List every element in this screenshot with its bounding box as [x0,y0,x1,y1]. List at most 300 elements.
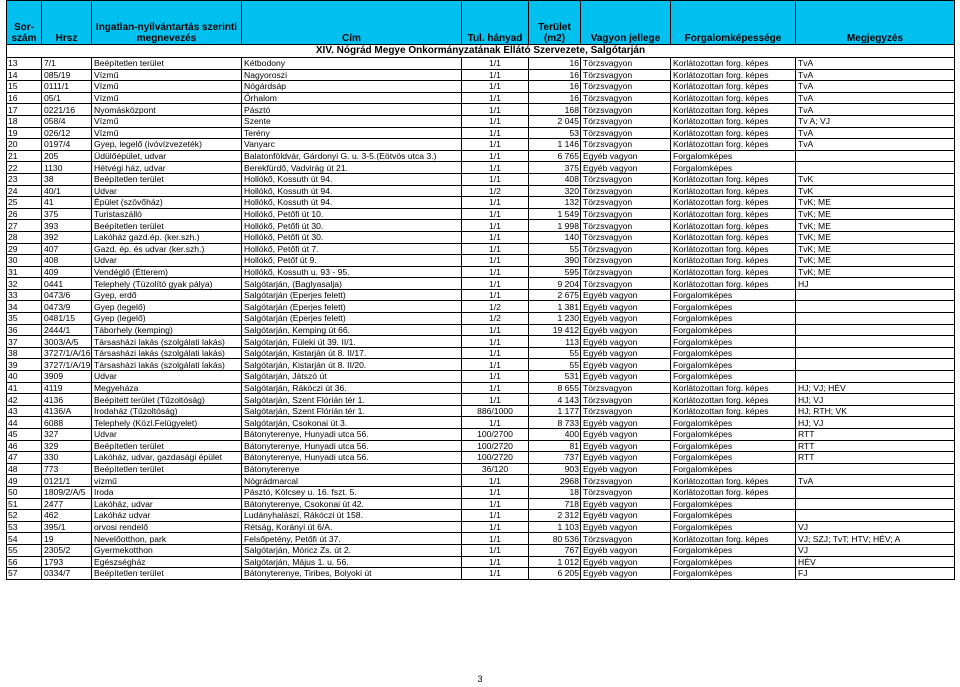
row-hrsz: 462 [42,510,92,522]
row-note: Tv A; VJ [796,115,955,127]
row-name: Iroda [92,486,242,498]
row-marketability: Korlátozottan forg. képes [671,394,796,406]
row-name: Gyep (legelő) [92,301,242,313]
row-note: TvA [796,58,955,70]
row-area: 1 381 [529,301,581,313]
row-share: 1/1 [462,115,529,127]
row-name: Társasházi lakás (szolgálati lakás) [92,359,242,371]
row-name: Beépítetlen terület [92,173,242,185]
row-marketability: Korlátozottan forg. képes [671,115,796,127]
row-name: Beépített terület (Tűzoltóság) [92,394,242,406]
row-area: 9 204 [529,278,581,290]
row-share: 1/1 [462,510,529,522]
row-asset-type: Törzsvagyon [581,243,671,255]
row-note: RTT [796,429,955,441]
row-hrsz: 026/12 [42,127,92,139]
row-hrsz: 395/1 [42,521,92,533]
table-row [7,150,955,162]
row-asset-type: Törzsvagyon [581,104,671,116]
row-number: 21 [7,150,42,162]
row-asset-type: Egyéb vagyon [581,429,671,441]
row-address: Salgótarján, Játszó út [242,371,462,383]
row-hrsz: 2444/1 [42,324,92,336]
row-hrsz: 409 [42,266,92,278]
row-share: 1/1 [462,289,529,301]
row-asset-type: Törzsvagyon [581,382,671,394]
row-marketability: Korlátozottan forg. képes [671,243,796,255]
row-marketability: Korlátozottan forg. képes [671,81,796,93]
row-number: 47 [7,452,42,464]
row-address: Kétbodony [242,58,462,70]
row-marketability: Korlátozottan forg. képes [671,69,796,81]
row-name: Telephely (Közl.Felügyelet) [92,417,242,429]
row-share: 1/1 [462,58,529,70]
row-name: Udvar [92,371,242,383]
row-marketability: Forgalomképes [671,313,796,325]
row-marketability: Forgalomképes [671,347,796,359]
row-area: 2 675 [529,289,581,301]
row-hrsz: 408 [42,255,92,267]
row-area: 16 [529,81,581,93]
row-hrsz: 393 [42,220,92,232]
row-address: Hollókő, Kossuth u. 93 - 95. [242,266,462,278]
section-row [7,45,955,58]
row-address: Hollókő, Kossuth út 94. [242,185,462,197]
table-row [7,127,955,139]
row-area: 81 [529,440,581,452]
row-address: Bátonyterenye, Tiribes, Bolyoki út [242,568,462,580]
row-share: 1/1 [462,127,529,139]
row-share: 886/1000 [462,405,529,417]
row-share: 1/1 [462,556,529,568]
row-address: Bátonyterenye, Hunyadi utca 56. [242,429,462,441]
row-area: 6 765 [529,150,581,162]
row-marketability: Korlátozottan forg. képes [671,92,796,104]
row-share: 1/1 [462,173,529,185]
table-row [7,463,955,475]
row-address: Salgótarján, Május 1. u. 56. [242,556,462,568]
row-share: 1/1 [462,266,529,278]
col-header-sorszam: Sor-szám [7,1,42,45]
row-hrsz: 2305/2 [42,544,92,556]
row-hrsz: 1130 [42,162,92,174]
row-address: Nagyoroszi [242,69,462,81]
row-asset-type: Egyéb vagyon [581,452,671,464]
row-share: 1/1 [462,544,529,556]
table-row [7,255,955,267]
row-asset-type: Törzsvagyon [581,139,671,151]
row-marketability: Korlátozottan forg. képes [671,208,796,220]
row-name: Gyep, legelő (ivóvízvezeték) [92,139,242,151]
row-share: 1/1 [462,521,529,533]
row-name: orvosi rendelő [92,521,242,533]
table-row [7,208,955,220]
row-marketability: Korlátozottan forg. képes [671,185,796,197]
row-address: Hollókő, Kossuth út 94. [242,173,462,185]
row-area: 8 655 [529,382,581,394]
row-number: 46 [7,440,42,452]
row-note: RTT [796,440,955,452]
row-hrsz: 3909 [42,371,92,383]
row-hrsz: 085/19 [42,69,92,81]
row-share: 1/1 [462,394,529,406]
row-name: Megyeháza [92,382,242,394]
row-asset-type: Törzsvagyon [581,81,671,93]
col-header-hrsz: Hrsz [42,1,92,45]
row-name: Táborhely (kemping) [92,324,242,336]
row-number: 29 [7,243,42,255]
row-asset-type: Egyéb vagyon [581,336,671,348]
row-area: 113 [529,336,581,348]
row-area: 140 [529,231,581,243]
row-asset-type: Egyéb vagyon [581,568,671,580]
row-number: 26 [7,208,42,220]
table-row [7,498,955,510]
row-address: Rétság, Korányi út 6/A. [242,521,462,533]
row-hrsz: 0473/9 [42,301,92,313]
row-hrsz: 0221/16 [42,104,92,116]
row-area: 168 [529,104,581,116]
table-row [7,324,955,336]
row-name: Lakóház, udvar [92,498,242,510]
row-name: Udvar [92,185,242,197]
row-note: TvA [796,475,955,487]
row-note [796,371,955,383]
table-row [7,486,955,498]
row-area: 718 [529,498,581,510]
row-area: 2 045 [529,115,581,127]
row-note [796,313,955,325]
row-number: 23 [7,173,42,185]
table-row [7,347,955,359]
row-number: 39 [7,359,42,371]
row-share: 1/1 [462,197,529,209]
table-row [7,104,955,116]
row-address: Bátonyterenye, Hunyadi utca 56. [242,440,462,452]
row-number: 56 [7,556,42,568]
row-address: Bátonyterenye, Csokonai út 42. [242,498,462,510]
row-hrsz: 0121/1 [42,475,92,487]
row-number: 24 [7,185,42,197]
row-note: TvA [796,92,955,104]
row-number: 31 [7,266,42,278]
row-asset-type: Törzsvagyon [581,69,671,81]
table-row [7,278,955,290]
row-marketability: Forgalomképes [671,498,796,510]
row-number: 57 [7,568,42,580]
row-address: Terény [242,127,462,139]
table-row [7,568,955,580]
row-address: Bátonyterenye [242,463,462,475]
row-address: Salgótarján, Csokonai út 3. [242,417,462,429]
row-marketability: Forgalomképes [671,556,796,568]
table-row [7,58,955,70]
row-marketability: Korlátozottan forg. képes [671,486,796,498]
row-address: Hollókő, Petőf út 9. [242,255,462,267]
row-hrsz: 0197/4 [42,139,92,151]
row-name: Épület (szövőház) [92,197,242,209]
row-asset-type: Törzsvagyon [581,173,671,185]
row-marketability: Korlátozottan forg. képes [671,231,796,243]
row-number: 53 [7,521,42,533]
table-row [7,313,955,325]
row-number: 19 [7,127,42,139]
row-asset-type: Egyéb vagyon [581,417,671,429]
row-number: 20 [7,139,42,151]
row-marketability: Forgalomképes [671,301,796,313]
row-number: 18 [7,115,42,127]
row-note: TvK; ME [796,231,955,243]
row-number: 15 [7,81,42,93]
table-row [7,544,955,556]
row-name: Lakóház, udvar, gazdasági épület [92,452,242,464]
row-note: TvA [796,139,955,151]
row-number: 33 [7,289,42,301]
row-number: 44 [7,417,42,429]
row-marketability: Forgalomképes [671,371,796,383]
row-note: VJ; SZJ; TvT; HTV; HÉV; A [796,533,955,545]
row-hrsz: 4119 [42,382,92,394]
row-hrsz: 38 [42,173,92,185]
row-name: Beépítetlen terület [92,463,242,475]
row-name: Vízmű [92,115,242,127]
table-row [7,289,955,301]
header-row [7,1,955,45]
row-hrsz: 0481/15 [42,313,92,325]
row-name: Beépítetlen terület [92,220,242,232]
row-marketability: Forgalomképes [671,336,796,348]
row-name: Udvar [92,255,242,267]
row-asset-type: Egyéb vagyon [581,324,671,336]
col-header-cim: Cím [242,1,462,45]
row-share: 1/1 [462,324,529,336]
row-note [796,289,955,301]
row-asset-type: Törzsvagyon [581,127,671,139]
row-name: Hétvégi ház, udvar [92,162,242,174]
row-note: TvK; ME [796,266,955,278]
row-hrsz: 205 [42,150,92,162]
row-hrsz: 392 [42,231,92,243]
row-name: Vízmű [92,127,242,139]
row-hrsz: 1809/2/A/5 [42,486,92,498]
row-note [796,336,955,348]
row-area: 1 998 [529,220,581,232]
row-note: TvK [796,173,955,185]
row-number: 55 [7,544,42,556]
row-marketability: Forgalomképes [671,521,796,533]
row-area: 16 [529,58,581,70]
row-marketability: Forgalomképes [671,429,796,441]
row-name: Irodaház (Tűzoltóság) [92,405,242,417]
table-row [7,556,955,568]
row-note: VJ [796,521,955,533]
table-row [7,382,955,394]
row-asset-type: Törzsvagyon [581,394,671,406]
row-note: HJ; VJ [796,394,955,406]
row-name: Társasházi lakás (szolgálati lakás) [92,336,242,348]
row-hrsz: 3727/1/A/19 [42,359,92,371]
row-note: TvA [796,104,955,116]
row-share: 1/1 [462,104,529,116]
row-hrsz: 375 [42,208,92,220]
row-number: 48 [7,463,42,475]
table-row [7,162,955,174]
row-address: Salgótarján, Kistarján út 8. II/17. [242,347,462,359]
row-note: HJ; VJ; HÉV [796,382,955,394]
row-marketability: Korlátozottan forg. képes [671,533,796,545]
row-area: 737 [529,452,581,464]
row-area: 1 146 [529,139,581,151]
table-row [7,266,955,278]
row-area: 80 536 [529,533,581,545]
row-hrsz: 3003/A/5 [42,336,92,348]
row-note [796,162,955,174]
row-name: Vízmű [92,69,242,81]
row-address: Pásztó [242,104,462,116]
row-area: 1 230 [529,313,581,325]
col-header-megjegyzes: Megjegyzés [796,1,955,45]
row-share: 1/1 [462,347,529,359]
row-address: Salgótarján, Rákóczi út 36. [242,382,462,394]
row-share: 1/1 [462,255,529,267]
row-number: 22 [7,162,42,174]
row-number: 30 [7,255,42,267]
row-number: 45 [7,429,42,441]
row-name: Beépítetlen terület [92,58,242,70]
row-asset-type: Egyéb vagyon [581,544,671,556]
row-share: 1/1 [462,336,529,348]
row-number: 37 [7,336,42,348]
table-row [7,475,955,487]
row-number: 52 [7,510,42,522]
row-area: 595 [529,266,581,278]
row-note [796,359,955,371]
row-asset-type: Törzsvagyon [581,255,671,267]
row-share: 1/1 [462,231,529,243]
row-hrsz: 05/1 [42,92,92,104]
row-note: HJ; RTH; VK [796,405,955,417]
row-asset-type: Egyéb vagyon [581,510,671,522]
row-asset-type: Törzsvagyon [581,533,671,545]
table-row [7,139,955,151]
row-share: 36/120 [462,463,529,475]
row-name: Turistaszálló [92,208,242,220]
row-hrsz: 6088 [42,417,92,429]
row-number: 51 [7,498,42,510]
row-area: 16 [529,92,581,104]
row-hrsz: 2477 [42,498,92,510]
row-area: 408 [529,173,581,185]
property-table [6,0,955,580]
row-share: 1/1 [462,382,529,394]
row-asset-type: Törzsvagyon [581,405,671,417]
table-row [7,243,955,255]
row-number: 50 [7,486,42,498]
table-row [7,510,955,522]
table-row [7,69,955,81]
table-row [7,359,955,371]
row-number: 40 [7,371,42,383]
row-area: 531 [529,371,581,383]
row-address: Salgótarján, (Baglyasalja) [242,278,462,290]
table-row [7,173,955,185]
row-marketability: Forgalomképes [671,452,796,464]
row-asset-type: Törzsvagyon [581,220,671,232]
row-asset-type: Egyéb vagyon [581,463,671,475]
row-marketability: Korlátozottan forg. képes [671,255,796,267]
row-share: 1/1 [462,498,529,510]
row-number: 16 [7,92,42,104]
row-asset-type: Törzsvagyon [581,266,671,278]
row-name: Vízmű [92,92,242,104]
col-header-megnevezes: Ingatlan-nyilvántartás szerinti megnevezés [92,1,242,45]
row-share: 1/1 [462,150,529,162]
row-area: 4 143 [529,394,581,406]
row-name: Beépítetlen terület [92,568,242,580]
row-address: Bátonyterenye, Hunyadi utca 56. [242,452,462,464]
row-share: 1/2 [462,301,529,313]
row-hrsz: 329 [42,440,92,452]
row-name: Gyermekotthon [92,544,242,556]
row-asset-type: Egyéb vagyon [581,498,671,510]
row-hrsz: 330 [42,452,92,464]
row-asset-type: Törzsvagyon [581,197,671,209]
row-share: 1/2 [462,313,529,325]
row-address: Salgótarján (Eperjes felett) [242,301,462,313]
col-header-vagyon: Vagyon jellege [581,1,671,45]
row-asset-type: Egyéb vagyon [581,556,671,568]
table-row [7,429,955,441]
row-note: VJ [796,544,955,556]
row-area: 1 549 [529,208,581,220]
row-marketability: Forgalomképes [671,162,796,174]
row-share: 1/1 [462,417,529,429]
row-hrsz: 0334/7 [42,568,92,580]
row-asset-type: Egyéb vagyon [581,359,671,371]
row-number: 28 [7,231,42,243]
row-marketability: Korlátozottan forg. képes [671,139,796,151]
row-area: 18 [529,486,581,498]
row-address: Salgótarján (Eperjes felett) [242,313,462,325]
row-share: 1/1 [462,371,529,383]
row-asset-type: Egyéb vagyon [581,313,671,325]
row-number: 14 [7,69,42,81]
row-asset-type: Egyéb vagyon [581,371,671,383]
row-asset-type: Törzsvagyon [581,185,671,197]
section-title: XIV. Nógrád Megye Önkormányzatának Ellátó Szervezete, Salgótarján [7,45,955,58]
row-area: 19 412 [529,324,581,336]
row-asset-type: Egyéb vagyon [581,301,671,313]
row-address: Salgótarján, Füleki út 39. II/1. [242,336,462,348]
row-name: Nevelőotthon, park [92,533,242,545]
row-note: TvK; ME [796,197,955,209]
property-register-sheet [6,0,954,580]
table-row [7,394,955,406]
row-address: Hollókő, Petőfi út 10. [242,208,462,220]
table-row [7,301,955,313]
row-note: TvK; ME [796,220,955,232]
row-hrsz: 4136/A [42,405,92,417]
row-note: HÉV [796,556,955,568]
row-number: 32 [7,278,42,290]
row-marketability: Korlátozottan forg. képes [671,266,796,278]
row-marketability: Korlátozottan forg. képes [671,220,796,232]
row-address: Szente [242,115,462,127]
row-asset-type: Törzsvagyon [581,58,671,70]
row-marketability: Forgalomképes [671,359,796,371]
row-asset-type: Törzsvagyon [581,486,671,498]
row-area: 6 205 [529,568,581,580]
